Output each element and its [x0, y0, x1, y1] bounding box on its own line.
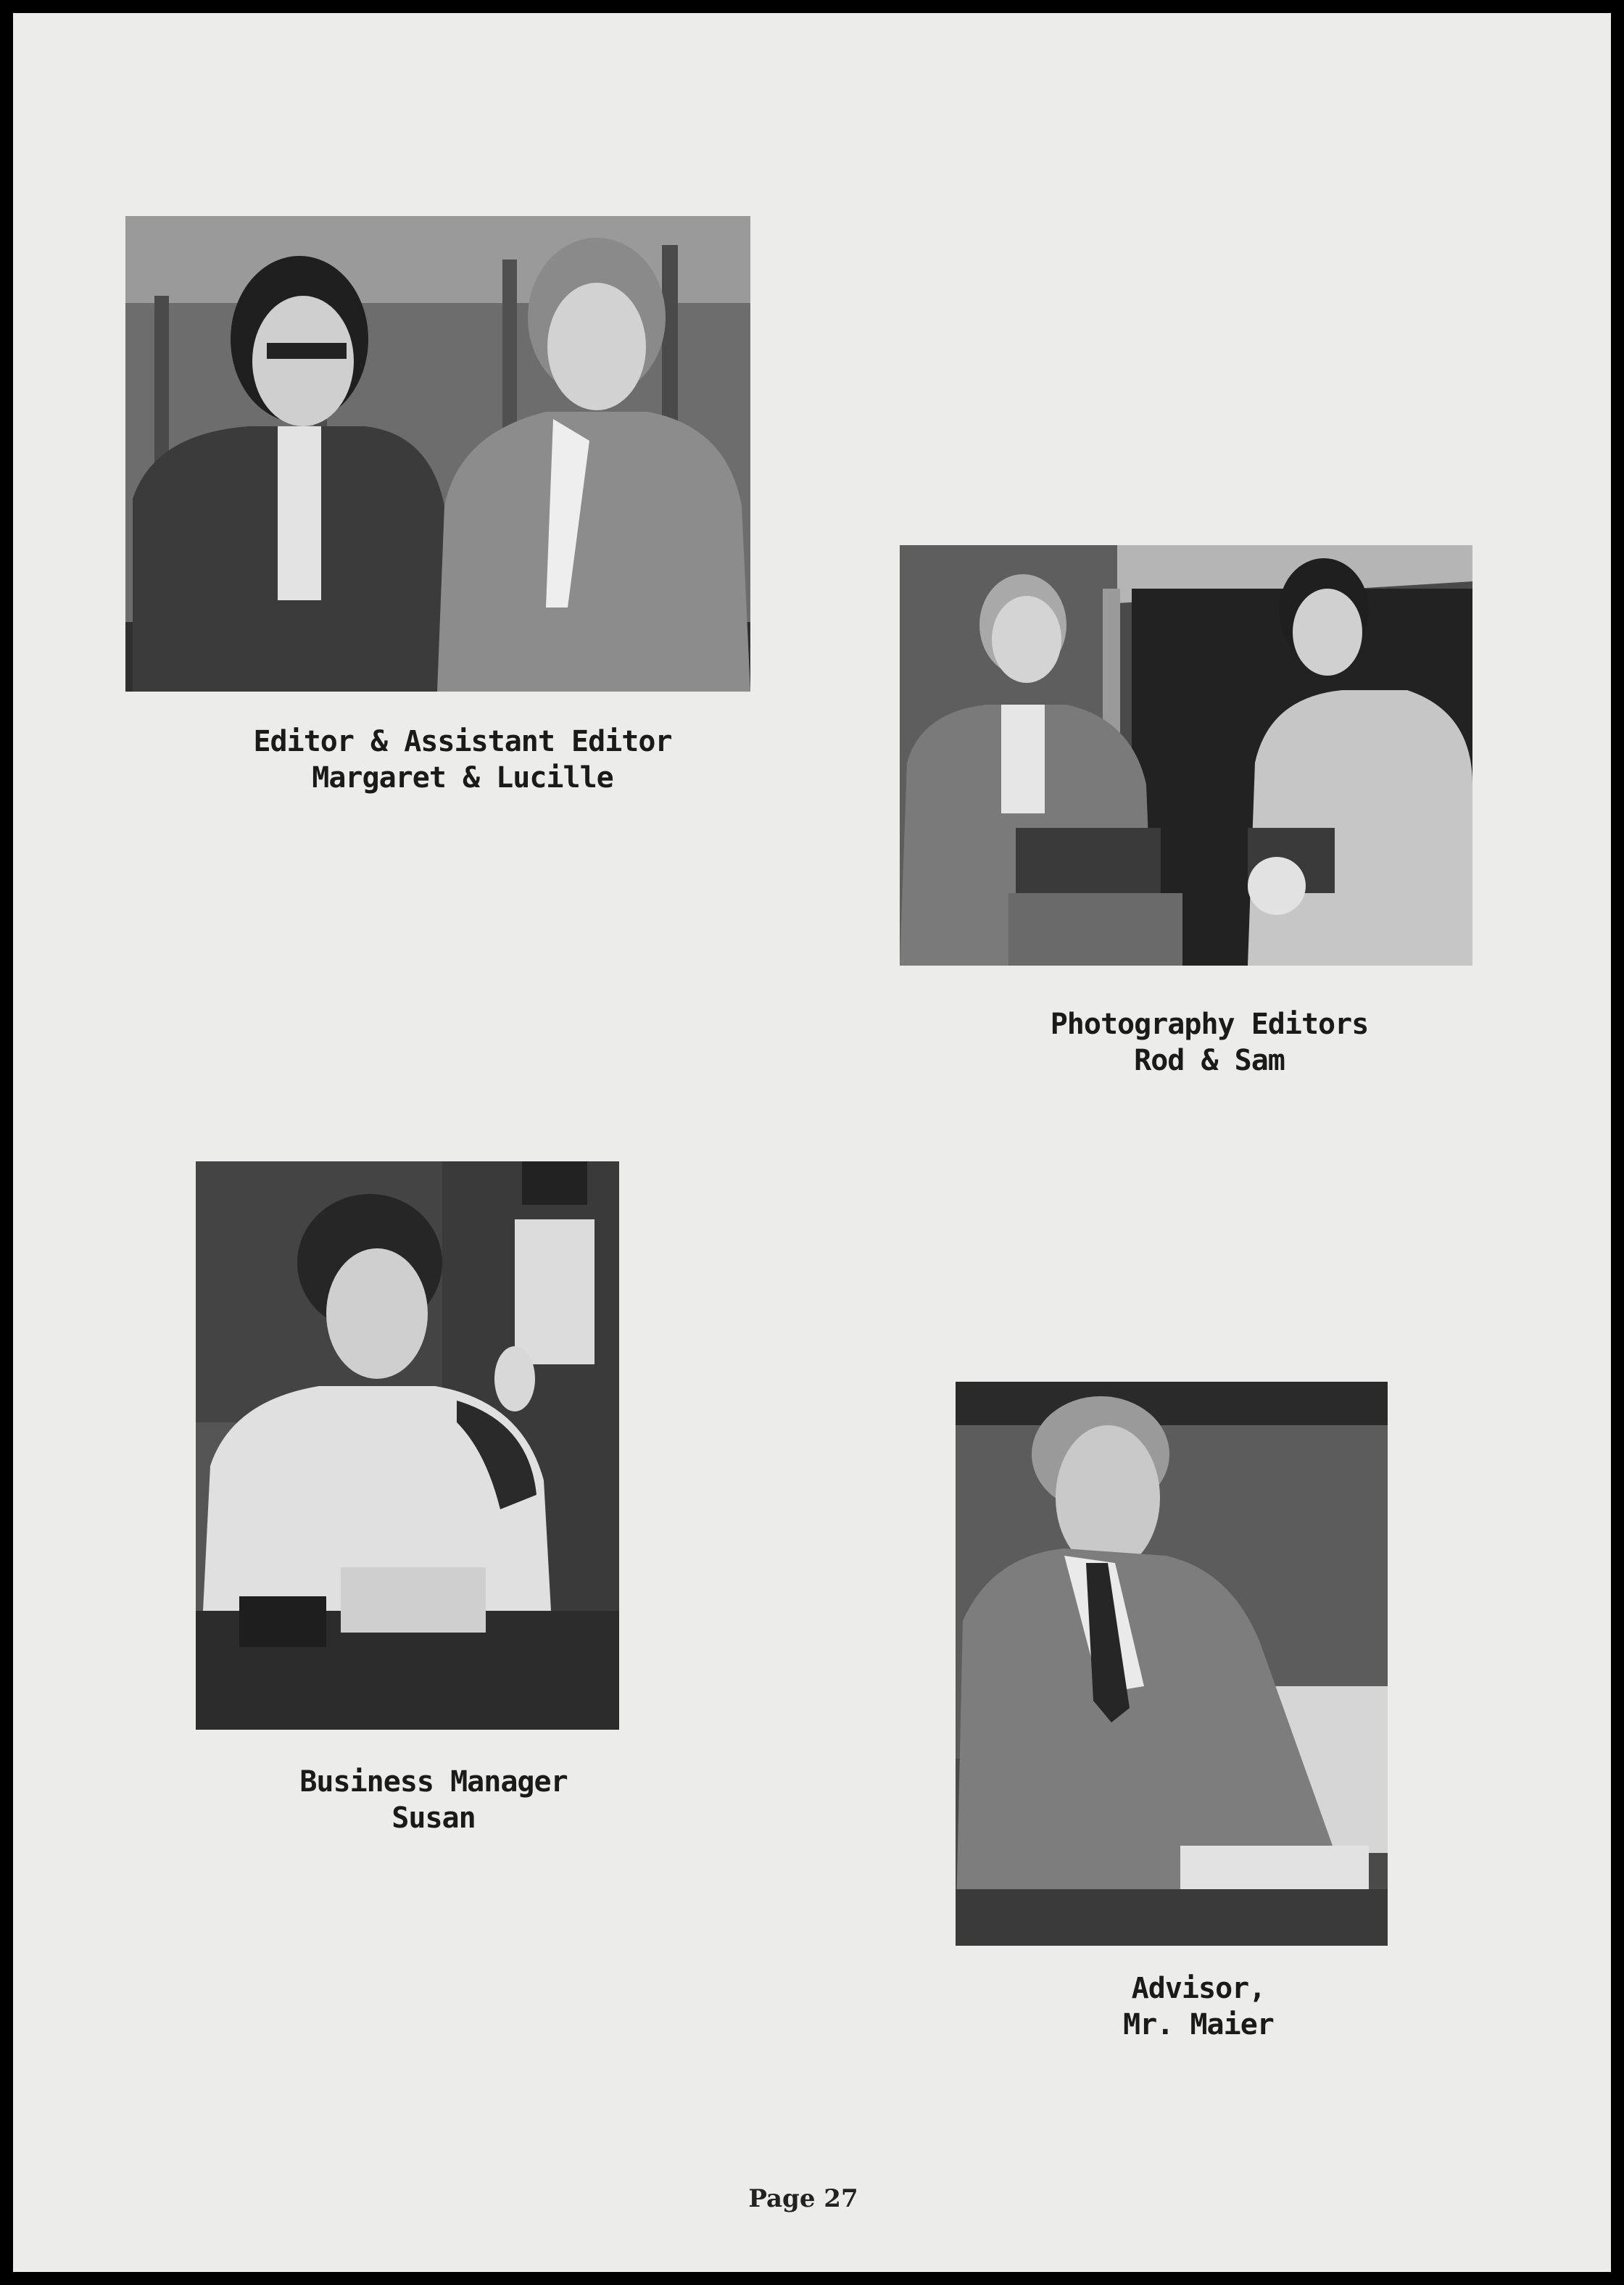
editors-photo: [125, 216, 750, 692]
editors-caption-names: Margaret & Lucille: [312, 761, 613, 795]
yearbook-page: [13, 13, 1611, 2272]
advisor-caption: [981, 1970, 1416, 2043]
business-caption: [216, 1764, 651, 1836]
page-number: Page 27: [748, 2184, 858, 2213]
advisor-caption-names: Mr. Maier: [1123, 2008, 1274, 2041]
business-caption-names: Susan: [392, 1801, 476, 1835]
business-manager-photo: [196, 1161, 619, 1730]
photography-editors-photo: [900, 545, 1472, 966]
photography-caption: [956, 1006, 1463, 1079]
business-caption-title: Business Manager: [299, 1765, 568, 1799]
editors-caption: [180, 723, 745, 796]
editors-caption-title: Editor & Assistant Editor: [253, 725, 672, 758]
advisor-photo: [956, 1382, 1388, 1946]
photography-caption-title: Photography Editors: [1050, 1008, 1369, 1041]
photography-caption-names: Rod & Sam: [1134, 1044, 1285, 1077]
advisor-caption-title: Advisor,: [1131, 1972, 1266, 2005]
